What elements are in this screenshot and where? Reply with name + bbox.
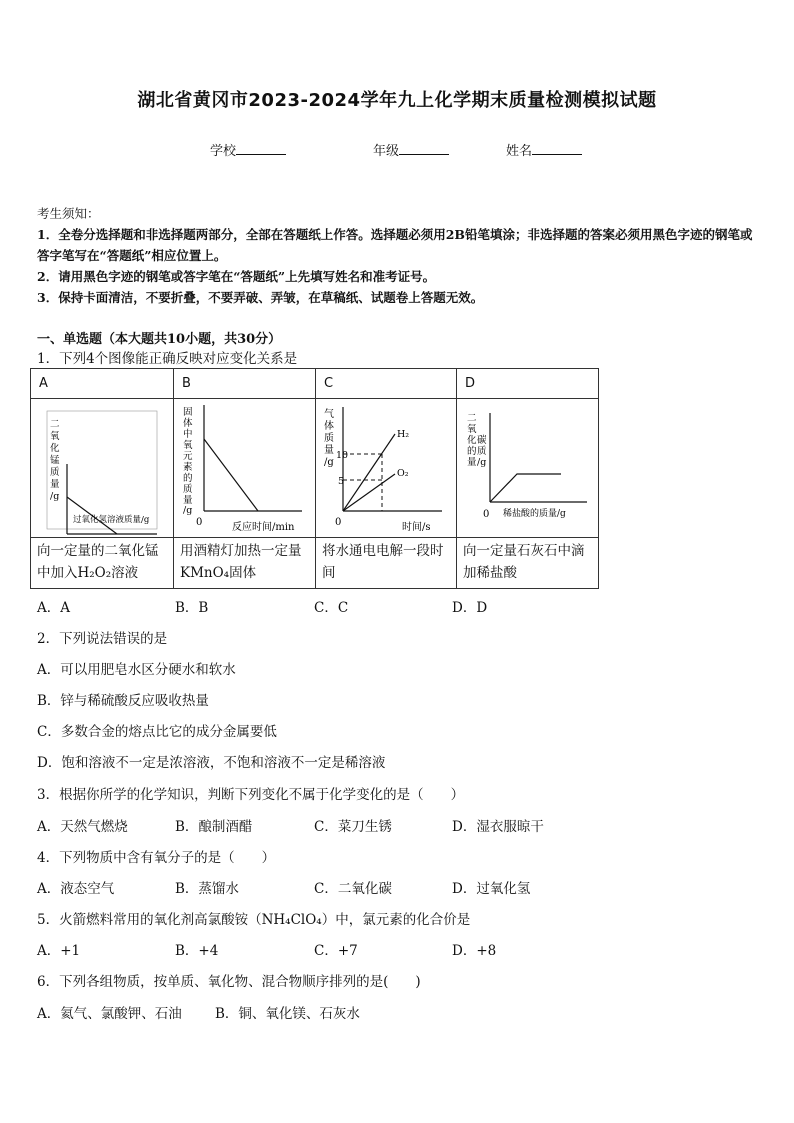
q6-option-a: A．氦气、氯酸钾、石油 [37,1006,182,1022]
graph-a-ylabel-1: 氧 [50,431,60,442]
q2-option-b: B．锌与稀硫酸反应吸收热量 [37,693,209,709]
question-3-stem: 3．根据你所学的化学知识，判断下列变化不属于化学变化的是（ ） [37,787,465,803]
grade-field [373,140,449,159]
grade-blank [399,142,449,155]
column-b-desc: 用酒精灯加热一定量KMnO₄固体 [180,543,302,581]
graph-b-ylabel-4: 元 [183,451,193,462]
graph-d-ylabel-1: 氧 [467,424,477,435]
notice-item-3: 3．保持卡面清洁，不要折叠，不要弄破、弄皱，在草稿纸、试题卷上答题无效。 [37,290,484,305]
name-blank [532,142,582,155]
graph-d-ylabel-4: 的 [467,446,477,457]
q5-option-c: C．+7 [314,943,358,959]
graph-c-ylabel-3: 量 [324,445,334,456]
question-6-stem: 6．下列各组物质，按单质、氧化物、混合物顺序排列的是( ) [37,974,421,990]
graph-b-ylabel-2: 中 [183,429,193,440]
column-a-desc: 向一定量的二氧化锰中加入H₂O₂溶液 [37,543,159,581]
question-5-stem: 5．火箭燃料常用的氧化剂高氯酸铵（NH₄ClO₄）中，氯元素的化合价是 [37,912,471,928]
graph-c-tick-10: 10 [336,450,349,461]
q5-option-a: A．+1 [37,943,81,959]
graph-d-ylabel-6: 量 [467,457,477,468]
graph-c-ylabel-1: 体 [324,421,334,432]
grade-label: 年级 [373,144,400,159]
graph-a-xlabel: 过氧化氢溶液质量/g [73,515,150,525]
column-d-desc: 向一定量石灰石中滴加稀盐酸 [463,543,585,581]
graph-a [31,399,173,537]
q2-option-a: A．可以用肥皂水区分硬水和软水 [37,662,236,678]
graph-b-ylabel-0: 固 [183,407,193,418]
graph-b-line [204,439,258,511]
graph-b [174,399,315,537]
q4-option-c: C．二氧化碳 [314,881,392,897]
q1-option-c: C．C [314,600,349,616]
graph-c-tick-5: 5 [338,476,345,487]
graph-b-xlabel: 反应时间/min [232,522,295,533]
q3-option-b: B．酿制酒醋 [175,819,253,835]
school-blank [236,142,286,155]
school-label: 学校 [210,144,237,159]
q4-option-d: D．过氧化氢 [452,881,531,897]
q5-option-b: B．+4 [175,943,219,959]
graph-d-ylabel-7: /g [477,457,487,468]
graph-b-ylabel-5: 素 [183,462,193,473]
section-title: 一、单选题（本大题共10小题，共30分） [37,332,282,347]
graph-d-ylabel-0: 二 [467,413,477,424]
graph-c-ylabel-2: 质 [324,433,334,444]
graph-c-origin: 0 [335,517,342,528]
graph-c-ylabel-0: 气 [324,409,334,420]
graph-c-ylabel-4: /g [324,457,334,468]
q1-option-b: B．B [175,600,209,616]
notice-item-1: 1．全卷分选择题和非选择题两部分，全部在答题纸上作答。选择题必须用2B铅笔填涂；非选择题的答案必须用黑色字迹的钢笔或答字笔写在“答题纸”相应位置上。 [37,227,753,263]
q6-option-b: B．铜、氧化镁、石灰水 [215,1006,360,1022]
graph-b-ylabel-6: 的 [183,473,193,484]
graph-a-ylabel-0: 二 [50,419,60,430]
name-label: 姓名 [506,144,533,159]
graph-d-ylabel-5: 质 [477,446,487,457]
column-b-letter: B [182,376,191,391]
graph-d [457,399,598,537]
graph-b-ylabel-9: /g [183,505,193,516]
column-a-letter: A [39,376,48,391]
q2-option-d: D．饱和溶液不一定是浓溶液，不饱和溶液不一定是稀溶液 [37,755,386,771]
question-4-stem: 4．下列物质中含有氧分子的是（ ） [37,850,276,866]
graph-b-ylabel-3: 氧 [183,440,193,451]
graph-b-ylabel-8: 量 [183,495,193,506]
graph-a-ylabel-3: 锰 [50,455,60,466]
column-c-letter: C [324,376,334,391]
exam-notice [37,203,759,308]
school-field [210,140,286,159]
question-1-stem: 1．下列4个图像能正确反映对应变化关系是 [37,351,298,367]
graph-a-ylabel-2: 化 [50,443,60,454]
graph-a-ylabel-6: /g [50,491,60,502]
notice-item-2: 2．请用黑色字迹的钢笔或答字笔在“答题纸”上先填写姓名和准考证号。 [37,269,436,284]
q5-option-d: D．+8 [452,943,497,959]
name-field [506,140,582,159]
q3-option-a: A．天然气燃烧 [37,819,128,835]
page-title: 湖北省黄冈市2023-2024学年九上化学期末质量检测模拟试题 [137,90,657,111]
column-d-letter: D [465,376,476,391]
graph-d-origin: 0 [483,509,490,520]
q4-option-b: B．蒸馏水 [175,881,239,897]
graph-d-ylabel-3: 碳 [477,435,487,446]
graph-b-origin: 0 [196,517,203,528]
question-1-table [30,368,599,589]
q2-option-c: C．多数合金的熔点比它的成分金属要低 [37,724,277,740]
graph-c [316,399,456,537]
graph-c-xlabel: 时间/s [402,522,431,533]
graph-c-line-h2 [343,434,395,511]
graph-c-label-h2: H₂ [397,429,410,440]
graph-d-line [490,474,561,502]
graph-d-xlabel: 稀盐酸的质量/g [503,509,566,519]
q1-option-a: A．A [37,600,70,616]
q3-option-c: C．菜刀生锈 [314,819,392,835]
question-2-stem: 2．下列说法错误的是 [37,631,168,647]
graph-c-label-o2: O₂ [397,468,409,479]
graph-d-ylabel-2: 化 [467,435,477,446]
graph-a-ylabel-4: 质 [50,467,60,478]
graph-b-ylabel-7: 质 [183,484,193,495]
q1-option-d: D．D [452,600,488,616]
graph-a-ylabel-5: 量 [50,479,60,490]
graph-b-ylabel-1: 体 [183,418,193,429]
column-c-desc: 将水通电电解一段时间 [322,543,444,581]
graph-a-frame [47,411,157,529]
q3-option-d: D．湿衣服晾干 [452,819,544,835]
q4-option-a: A．液态空气 [37,881,115,897]
notice-heading: 考生须知： [37,206,100,221]
